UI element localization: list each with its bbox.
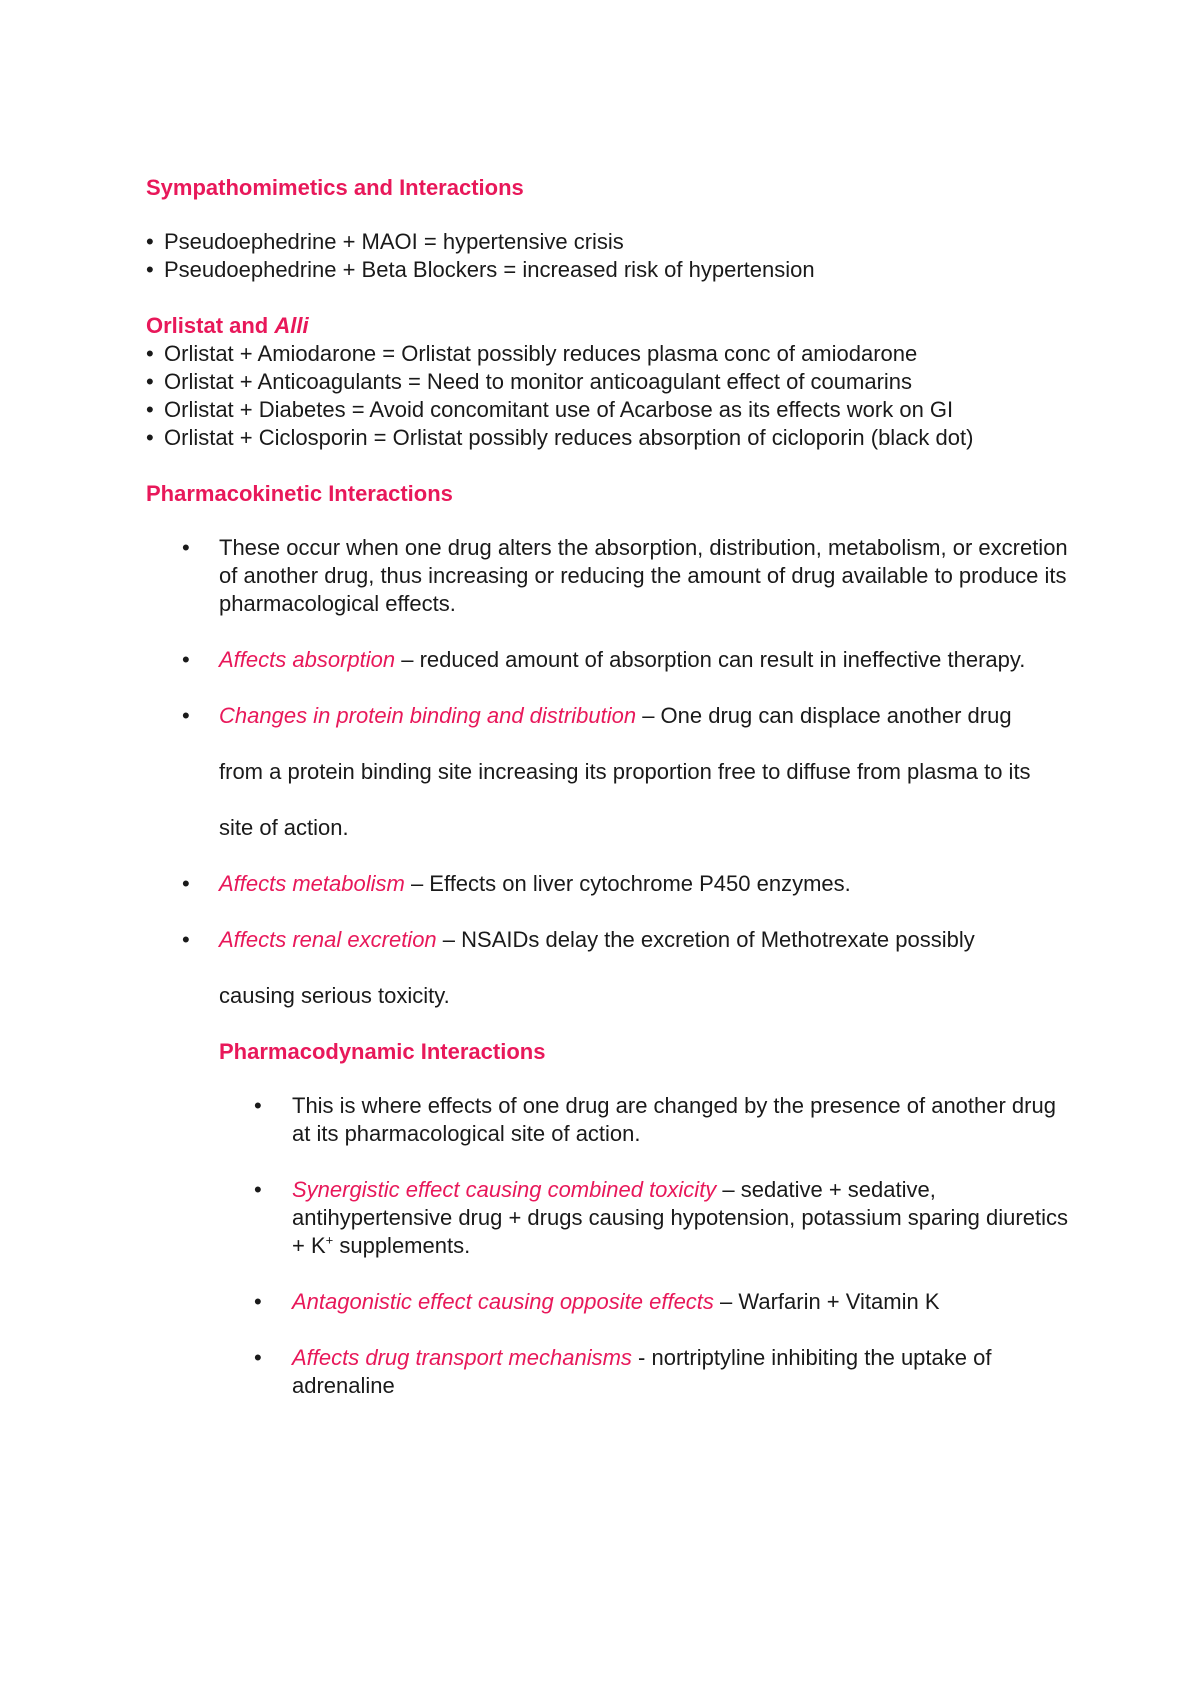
list-item: • These occur when one drug alters the absorption, distribution, metabolism, or excretion of another drug, thus increasing or reducing the amount of drug available to produce its pharmacological effects.: [182, 535, 1068, 616]
list-item: • Affects metabolism – Effects on liver cytochrome P450 enzymes.: [182, 871, 851, 896]
list-item: • Affects absorption – reduced amount of absorption can result in ineffective therapy.: [182, 647, 1026, 672]
pharmacodynamic-list: [146, 1092, 1076, 1400]
bullet-icon: •: [146, 341, 154, 366]
orlistat-line-2: • Orlistat + Anticoagulants = Need to monitor anticoagulant effect of coumarins: [146, 369, 913, 394]
orlistat-line-3: • Orlistat + Diabetes = Avoid concomitant use of Acarbose as its effects work on GI: [146, 397, 954, 422]
pharmacokinetic-list: [146, 534, 1076, 1010]
bullet-icon: •: [146, 257, 154, 282]
section-heading-pharmacodynamic: Pharmacodynamic Interactions: [219, 1039, 546, 1064]
bullet-icon: •: [146, 229, 154, 254]
bullet-icon: •: [146, 397, 154, 422]
document-page: [146, 174, 1076, 1428]
bullet-icon: •: [182, 703, 190, 728]
section-heading-sympathomimetics: Sympathomimetics and Interactions: [146, 175, 524, 200]
bullet-icon: •: [254, 1177, 262, 1202]
orlistat-line-4: • Orlistat + Ciclosporin = Orlistat possibly reduces absorption of cicloporin (black dot): [146, 425, 974, 450]
list-item: • Affects drug transport mechanisms - nortriptyline inhibiting the uptake of adrenaline: [254, 1345, 992, 1398]
list-item: • Antagonistic effect causing opposite effects – Warfarin + Vitamin K: [254, 1289, 940, 1314]
bullet-icon: •: [146, 425, 154, 450]
sympathomimetics-line-1: • Pseudoephedrine + MAOI = hypertensive crisis: [146, 229, 624, 254]
bullet-icon: •: [182, 535, 190, 560]
section-heading-pharmacokinetic: Pharmacokinetic Interactions: [146, 481, 453, 506]
list-item: • This is where effects of one drug are changed by the presence of another drug at its pharmacological site of action.: [254, 1093, 1056, 1146]
list-item: • Changes in protein binding and distribution – One drug can displace another drug from a protein binding site increasing its proportion free to diffuse from plasma to its site of action.: [182, 703, 1031, 840]
list-item: • Synergistic effect causing combined toxicity – sedative + sedative, antihypertensive drug + drugs causing hypotension, potassium sparing diuretics + K+ supplements.: [254, 1177, 1068, 1258]
bullet-icon: •: [146, 369, 154, 394]
bullet-icon: •: [254, 1345, 262, 1370]
section-heading-orlistat: Orlistat and Alli: [146, 313, 309, 338]
orlistat-line-1: • Orlistat + Amiodarone = Orlistat possibly reduces plasma conc of amiodarone: [146, 341, 918, 366]
list-item: • Affects renal excretion – NSAIDs delay the excretion of Methotrexate possibly causing serious toxicity.: [182, 927, 975, 1008]
bullet-icon: •: [254, 1093, 262, 1118]
sympathomimetics-line-2: • Pseudoephedrine + Beta Blockers = increased risk of hypertension: [146, 257, 815, 282]
bullet-icon: •: [254, 1289, 262, 1314]
bullet-icon: •: [182, 927, 190, 952]
bullet-icon: •: [182, 647, 190, 672]
bullet-icon: •: [182, 871, 190, 896]
